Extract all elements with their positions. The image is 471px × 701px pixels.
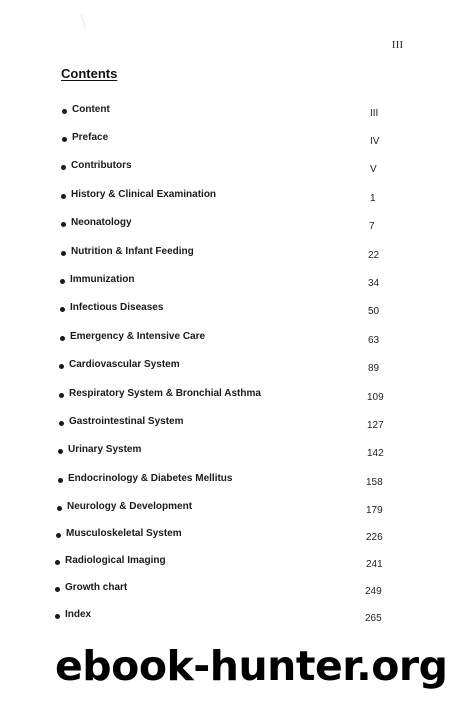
toc-entry: [0, 162, 471, 178]
bullet-icon: [59, 393, 64, 398]
bullet-icon: [61, 194, 66, 199]
toc-entry-title: Infectious Diseases: [70, 302, 164, 313]
bullet-icon: [57, 506, 62, 511]
toc-entry-title: Index: [65, 609, 92, 620]
bullet-icon: [60, 307, 65, 312]
toc-entry-page-number: 179: [366, 505, 383, 516]
toc-entry-title: History & Clinical Examination: [71, 189, 217, 200]
toc-entry: [0, 446, 471, 462]
toc-entry-title: Radiological Imaging: [65, 555, 166, 566]
toc-entry-title: Respiratory System & Bronchial Asthma: [69, 388, 261, 399]
toc-entry-page-number: 22: [368, 250, 380, 261]
toc-entry: [0, 584, 471, 600]
bullet-icon: [62, 137, 67, 142]
toc-entry-title: Emergency & Intensive Care: [70, 331, 206, 342]
bullet-icon: [58, 449, 63, 454]
toc-entry: [0, 191, 471, 207]
toc-entry-page-number: V: [370, 164, 377, 175]
toc-entry-title: Nutrition & Infant Feeding: [71, 246, 194, 257]
toc-entry-title: Gastrointestinal System: [69, 416, 184, 427]
toc-entry-page-number: 241: [366, 559, 383, 570]
toc-entry-title: Endocrinology & Diabetes Mellitus: [68, 473, 233, 484]
toc-entry-page-number: 158: [366, 477, 383, 488]
bullet-icon: [60, 336, 65, 341]
toc-entry: [0, 503, 471, 519]
toc-entry-page-number: 127: [367, 420, 384, 431]
toc-entry-page-number: 109: [367, 392, 384, 403]
toc-entry-title: Preface: [72, 132, 109, 143]
bullet-icon: [61, 165, 66, 170]
watermark-text: ebook-hunter.org: [55, 642, 448, 690]
toc-entry-title: Immunization: [70, 274, 135, 285]
bullet-icon: [58, 478, 63, 483]
bullet-icon: [61, 251, 66, 256]
toc-entry-page-number: 142: [367, 448, 384, 459]
toc-entry: [0, 390, 471, 406]
toc-entry-page-number: 89: [368, 363, 380, 374]
toc-entry-page-number: 50: [368, 306, 380, 317]
contents-heading: Contents: [61, 66, 118, 81]
toc-entry: [0, 418, 471, 434]
toc-entry-title: Cardiovascular System: [69, 359, 180, 370]
toc-entry: [0, 611, 471, 627]
toc-entry: [0, 219, 471, 235]
toc-entry-title: Growth chart: [65, 582, 128, 593]
bullet-icon: [55, 614, 60, 619]
toc-entry-title: Contributors: [71, 160, 132, 171]
toc-entry: [0, 530, 471, 546]
toc-entry-title: Musculoskeletal System: [66, 528, 182, 539]
toc-entry-title: Neonatology: [71, 217, 132, 228]
toc-entry: [0, 106, 471, 122]
page-number: III: [392, 40, 404, 51]
toc-entry-page-number: 1: [370, 193, 376, 204]
toc-entry: [0, 134, 471, 150]
toc-entry: [0, 276, 471, 292]
toc-entry-title: Neurology & Development: [67, 501, 193, 512]
toc-entry: [0, 475, 471, 491]
toc-entry-page-number: 34: [368, 278, 380, 289]
toc-entry: [0, 361, 471, 377]
toc-entry-page-number: 249: [365, 586, 382, 597]
toc-entry: [0, 304, 471, 320]
toc-entry: [0, 557, 471, 573]
toc-entry-page-number: 7: [369, 221, 375, 232]
bullet-icon: [55, 560, 60, 565]
toc-entry-title: Content: [72, 104, 110, 115]
toc-entry-page-number: III: [370, 108, 379, 119]
toc-entry-title: Urinary System: [68, 444, 142, 455]
toc-entry-page-number: 226: [366, 532, 383, 543]
toc-entry-page-number: 63: [368, 335, 380, 346]
bullet-icon: [60, 279, 65, 284]
toc-entry-page-number: IV: [370, 136, 380, 147]
bullet-icon: [59, 421, 64, 426]
bullet-icon: [62, 109, 67, 114]
toc-entry-page-number: 265: [365, 613, 382, 624]
bullet-icon: [56, 533, 61, 538]
bullet-icon: [55, 587, 60, 592]
bullet-icon: [59, 364, 64, 369]
toc-entry: [0, 333, 471, 349]
toc-entry: [0, 248, 471, 264]
bullet-icon: [61, 222, 66, 227]
